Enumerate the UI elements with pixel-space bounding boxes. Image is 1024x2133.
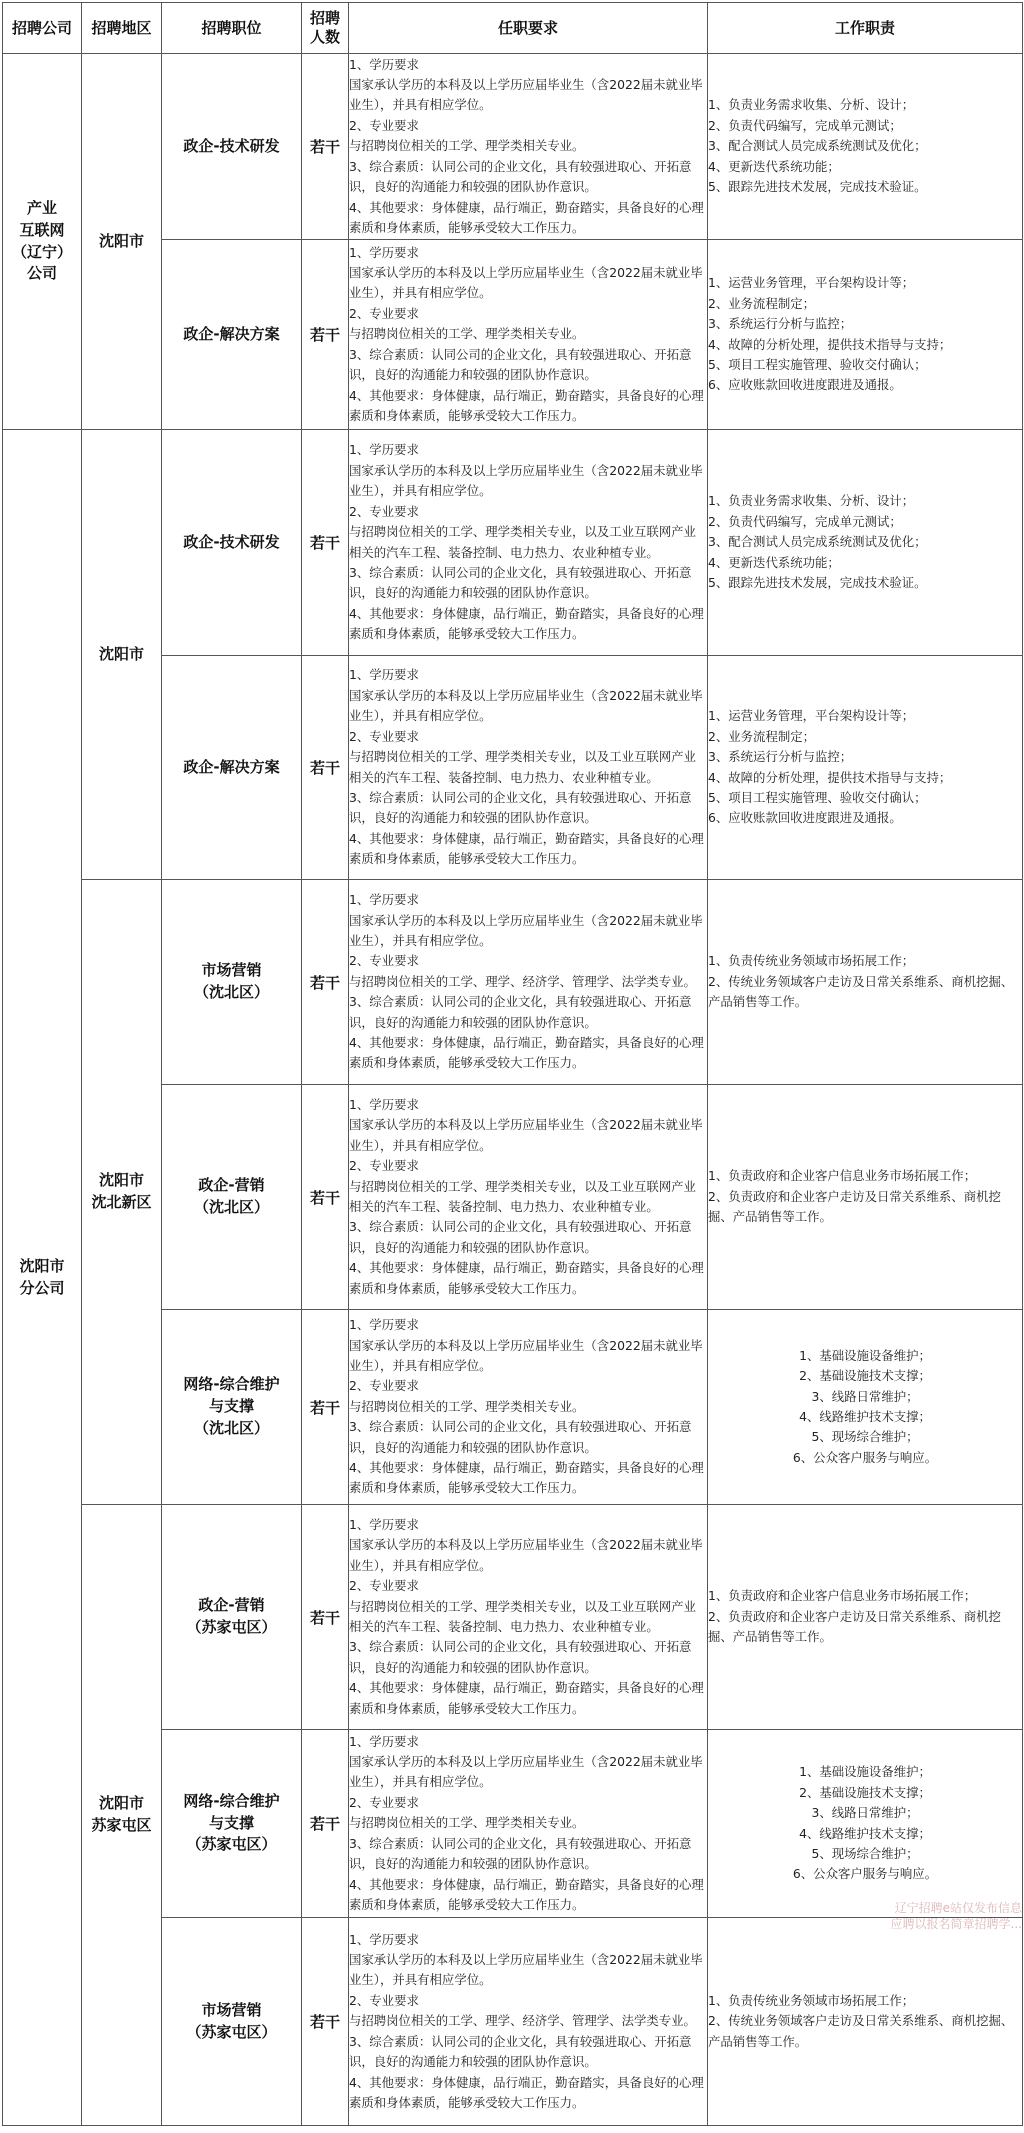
- requirements-cell: 1、学历要求 国家承认学历的本科及以上学历应届毕业生（含2022届未就业毕业生），并具有相应学位。 2、专业要求 与招聘岗位相关的工学、理学类相关专业。 3、综合素质：认同公司的企业文化，具有较强进取心、开拓意识，良好的沟通能力和较强的团队协作意识。 4、其他要求：身体健康，品行端正，勤奋踏实，具备良好的心理素质和身体素质，能够承受较大工作压力。: [349, 240, 708, 430]
- duties-cell: 1、负责政府和企业客户信息业务市场拓展工作； 2、负责政府和企业客户走访及日常关系维系、商机挖掘、产品销售等工作。: [708, 1505, 1023, 1730]
- count-cell: 若干: [302, 1085, 349, 1310]
- duties-cell: 1、负责政府和企业客户信息业务市场拓展工作； 2、负责政府和企业客户走访及日常关系维系、商机挖掘、产品销售等工作。: [708, 1085, 1023, 1310]
- count-cell: 若干: [302, 1730, 349, 1918]
- requirements-cell: 1、学历要求 国家承认学历的本科及以上学历应届毕业生（含2022届未就业毕业生），并具有相应学位。 2、专业要求 与招聘岗位相关的工学、理学类相关专业，以及工业互联网产业相关的汽车工程、装备控制、电力热力、农业种植专业。 3、综合素质：认同公司的企业文化，具有较强进取心、开拓意识，良好的沟通能力和较强的团队协作意识。 4、其他要求：身体健康，品行端正，勤奋踏实，具备良好的心理素质和身体素质，能够承受较大工作压力。: [349, 1505, 708, 1730]
- header-duties: 工作职责: [708, 3, 1023, 54]
- duties-cell: 1、负责传统业务领域市场拓展工作； 2、传统业务领域客户走访及日常关系维系、商机挖掘、产品销售等工作。: [708, 880, 1023, 1085]
- header-count: 招聘 人数: [302, 3, 349, 54]
- position-cell: 政企-解决方案: [162, 240, 302, 430]
- requirements-cell: 1、学历要求 国家承认学历的本科及以上学历应届毕业生（含2022届未就业毕业生），并具有相应学位。 2、专业要求 与招聘岗位相关的工学、理学、经济学、管理学、法学类专业。 3、综合素质：认同公司的企业文化，具有较强进取心、开拓意识，良好的沟通能力和较强的团队协作意识。 4、其他要求：身体健康，品行端正，勤奋踏实，具备良好的心理素质和身体素质，能够承受较大工作压力。: [349, 1918, 708, 2126]
- position-cell: 网络-综合维护 与支撑 （沈北区）: [162, 1310, 302, 1505]
- count-cell: 若干: [302, 1310, 349, 1505]
- requirements-cell: 1、学历要求 国家承认学历的本科及以上学历应届毕业生（含2022届未就业毕业生），并具有相应学位。 2、专业要求 与招聘岗位相关的工学、理学类相关专业。 3、综合素质：认同公司的企业文化，具有较强进取心、开拓意识，良好的沟通能力和较强的团队协作意识。 4、其他要求：身体健康，品行端正，勤奋踏实，具备良好的心理素质和身体素质，能够承受较大工作压力。: [349, 54, 708, 240]
- region-cell: 沈阳市: [82, 430, 162, 880]
- count-cell: 若干: [302, 656, 349, 880]
- duties-cell: 1、运营业务管理，平台架构设计等； 2、业务流程制定； 3、系统运行分析与监控； 4、故障的分析处理，提供技术指导与支持； 5、项目工程实施管理、验收交付确认； 6、应收账款回收进度跟进及通报。: [708, 240, 1023, 430]
- position-cell: 政企-技术研发: [162, 54, 302, 240]
- position-cell: 政企-解决方案: [162, 656, 302, 880]
- table-header-row: [3, 3, 1023, 54]
- position-cell: 政企-技术研发: [162, 430, 302, 656]
- position-cell: 网络-综合维护 与支撑 （苏家屯区）: [162, 1730, 302, 1918]
- table-row: [3, 54, 1023, 240]
- count-cell: 若干: [302, 1918, 349, 2126]
- duties-cell: 1、负责传统业务领域市场拓展工作； 2、传统业务领域客户走访及日常关系维系、商机挖掘、产品销售等工作。: [708, 1918, 1023, 2126]
- header-position: 招聘职位: [162, 3, 302, 54]
- position-cell: 政企-营销 （沈北区）: [162, 1085, 302, 1310]
- company-cell-shenyang-branch: 沈阳市 分公司: [3, 430, 82, 2126]
- region-cell: 沈阳市: [82, 54, 162, 430]
- duties-cell: 1、运营业务管理，平台架构设计等； 2、业务流程制定； 3、系统运行分析与监控； 4、故障的分析处理，提供技术指导与支持； 5、项目工程实施管理、验收交付确认； 6、应收账款回收进度跟进及通报。: [708, 656, 1023, 880]
- requirements-cell: 1、学历要求 国家承认学历的本科及以上学历应届毕业生（含2022届未就业毕业生），并具有相应学位。 2、专业要求 与招聘岗位相关的工学、理学类相关专业。 3、综合素质：认同公司的企业文化，具有较强进取心、开拓意识，良好的沟通能力和较强的团队协作意识。 4、其他要求：身体健康，品行端正，勤奋踏实，具备良好的心理素质和身体素质，能够承受较大工作压力。: [349, 1730, 708, 1918]
- region-cell: 沈阳市 苏家屯区: [82, 1505, 162, 2126]
- header-requirements: 任职要求: [349, 3, 708, 54]
- header-company: 招聘公司: [3, 3, 82, 54]
- table-row: [3, 430, 1023, 656]
- count-cell: 若干: [302, 880, 349, 1085]
- requirements-cell: 1、学历要求 国家承认学历的本科及以上学历应届毕业生（含2022届未就业毕业生），并具有相应学位。 2、专业要求 与招聘岗位相关的工学、理学类相关专业，以及工业互联网产业相关的汽车工程、装备控制、电力热力、农业种植专业。 3、综合素质：认同公司的企业文化，具有较强进取心、开拓意识，良好的沟通能力和较强的团队协作意识。 4、其他要求：身体健康，品行端正，勤奋踏实，具备良好的心理素质和身体素质，能够承受较大工作压力。: [349, 430, 708, 656]
- requirements-cell: 1、学历要求 国家承认学历的本科及以上学历应届毕业生（含2022届未就业毕业生），并具有相应学位。 2、专业要求 与招聘岗位相关的工学、理学类相关专业，以及工业互联网产业相关的汽车工程、装备控制、电力热力、农业种植专业。 3、综合素质：认同公司的企业文化，具有较强进取心、开拓意识，良好的沟通能力和较强的团队协作意识。 4、其他要求：身体健康，品行端正，勤奋踏实，具备良好的心理素质和身体素质，能够承受较大工作压力。: [349, 1085, 708, 1310]
- recruitment-table: [2, 2, 1023, 2126]
- duties-cell: 1、基础设施设备维护； 2、基础设施技术支撑； 3、线路日常维护； 4、线路维护技术支撑； 5、现场综合维护； 6、公众客户服务与响应。: [708, 1730, 1023, 1918]
- watermark: 辽宁招聘e站仅发布信息 应聘以报名简章招聘学...: [890, 1901, 1022, 1931]
- company-cell-industrial-internet: 产业 互联网 （辽宁） 公司: [3, 54, 82, 430]
- position-cell: 市场营销 （苏家屯区）: [162, 1918, 302, 2126]
- requirements-cell: 1、学历要求 国家承认学历的本科及以上学历应届毕业生（含2022届未就业毕业生），并具有相应学位。 2、专业要求 与招聘岗位相关的工学、理学类相关专业。 3、综合素质：认同公司的企业文化，具有较强进取心、开拓意识，良好的沟通能力和较强的团队协作意识。 4、其他要求：身体健康，品行端正，勤奋踏实，具备良好的心理素质和身体素质，能够承受较大工作压力。: [349, 1310, 708, 1505]
- duties-cell: 1、基础设施设备维护； 2、基础设施技术支撑； 3、线路日常维护； 4、线路维护技术支撑； 5、现场综合维护； 6、公众客户服务与响应。: [708, 1310, 1023, 1505]
- count-cell: 若干: [302, 240, 349, 430]
- count-cell: 若干: [302, 1505, 349, 1730]
- table-row: [3, 1505, 1023, 1730]
- position-cell: 政企-营销 （苏家屯区）: [162, 1505, 302, 1730]
- duties-cell: 1、负责业务需求收集、分析、设计； 2、负责代码编写，完成单元测试； 3、配合测试人员完成系统测试及优化； 4、更新迭代系统功能； 5、跟踪先进技术发展，完成技术验证。: [708, 54, 1023, 240]
- requirements-cell: 1、学历要求 国家承认学历的本科及以上学历应届毕业生（含2022届未就业毕业生），并具有相应学位。 2、专业要求 与招聘岗位相关的工学、理学、经济学、管理学、法学类专业。 3、综合素质：认同公司的企业文化，具有较强进取心、开拓意识，良好的沟通能力和较强的团队协作意识。 4、其他要求：身体健康，品行端正，勤奋踏实，具备良好的心理素质和身体素质，能够承受较大工作压力。: [349, 880, 708, 1085]
- table-row: [3, 880, 1023, 1085]
- position-cell: 市场营销 （沈北区）: [162, 880, 302, 1085]
- count-cell: 若干: [302, 430, 349, 656]
- region-cell: 沈阳市 沈北新区: [82, 880, 162, 1505]
- header-region: 招聘地区: [82, 3, 162, 54]
- duties-cell: 1、负责业务需求收集、分析、设计； 2、负责代码编写，完成单元测试； 3、配合测试人员完成系统测试及优化； 4、更新迭代系统功能； 5、跟踪先进技术发展，完成技术验证。: [708, 430, 1023, 656]
- count-cell: 若干: [302, 54, 349, 240]
- requirements-cell: 1、学历要求 国家承认学历的本科及以上学历应届毕业生（含2022届未就业毕业生），并具有相应学位。 2、专业要求 与招聘岗位相关的工学、理学类相关专业，以及工业互联网产业相关的汽车工程、装备控制、电力热力、农业种植专业。 3、综合素质：认同公司的企业文化，具有较强进取心、开拓意识，良好的沟通能力和较强的团队协作意识。 4、其他要求：身体健康，品行端正，勤奋踏实，具备良好的心理素质和身体素质，能够承受较大工作压力。: [349, 656, 708, 880]
